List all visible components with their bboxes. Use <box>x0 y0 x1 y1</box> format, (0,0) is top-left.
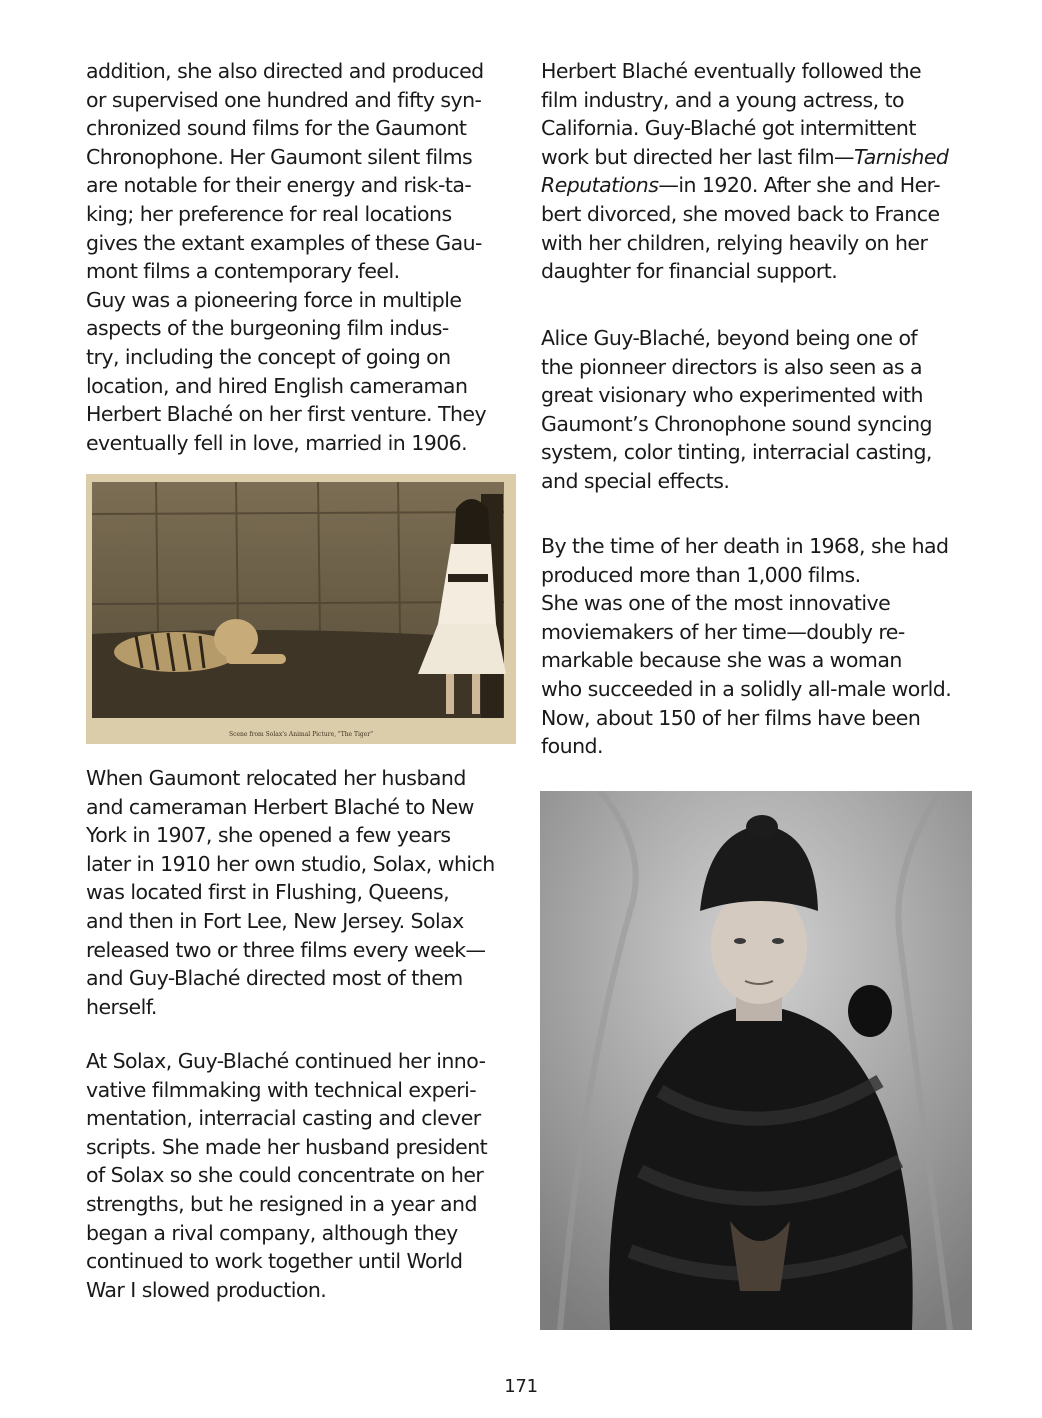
body-paragraph: At Solax, Guy-Blaché continued her inno- vative filmmaking with technical experi- mentation, interracial casting and clever scripts. She made her husband president of Solax so she could concentrate on her strengths, but he resigned in a year and began a rival company, although they continued to work together until World War I slowed production. <box>86 1049 488 1302</box>
body-paragraph <box>541 57 981 286</box>
text-run: —in 1920. After she and Her- bert divorced, she moved back to France with her children, relying heavily on her daughter for financial support. <box>541 173 941 284</box>
body-paragraph: By the time of her death in 1968, she had produced more than 1,000 films. She was one of the most innovative moviemakers of her time—doubly re- markable because she was a woman who succeeded in a solidly all-male world. Now, about 150 of her films have been found. <box>541 534 952 759</box>
body-paragraph: When Gaumont relocated her husband and cameraman Herbert Blaché to New York in 1907, she opened a few years later in 1910 her own studio, Solax, which was located first in Flushing, Queens, and then in Fort Lee, New Jersey. Solax released two or three films every week— and Guy-Blaché directed most of them herself. <box>86 766 495 1019</box>
page-number: 171 <box>504 1376 538 1397</box>
photo-caption: Scene from Solax's Animal Picture, "The Tiger" <box>229 731 373 738</box>
photo-tiger-scene <box>86 474 516 744</box>
body-paragraph: addition, she also directed and produced or supervised one hundred and fifty syn- chronized sound films for the Gaumont Chronophone. Her Gaumont silent films are notable for their energy and risk-ta- king; her preference for real locations gives the extant examples of these Gau- mont films a contemporary feel. Guy was a pioneering force in multiple aspects of the burgeoning film indus- try, including the concept of going on location, and hired English cameraman Herbert Blaché on her first venture. They eventually fell in love, married in 1906. <box>86 59 487 455</box>
film-title: Tarnished <box>853 144 949 169</box>
body-paragraph: Alice Guy-Blaché, beyond being one of the pionneer directors is also seen as a great visionary who experimented with Gaumont’s Chronophone sound syncing system, color tinting, interracial casting, and special effects. <box>541 326 932 493</box>
photo-portrait-alice-guy-blache <box>540 791 972 1330</box>
text-run: Herbert Blaché eventually followed the film industry, and a young actress, to California. Guy-Blaché got intermittent work but directed her last film— <box>541 59 922 169</box>
portrait-illustration <box>540 791 972 1330</box>
tiger-scene-illustration <box>86 474 516 744</box>
film-title: Reputations <box>541 173 659 198</box>
